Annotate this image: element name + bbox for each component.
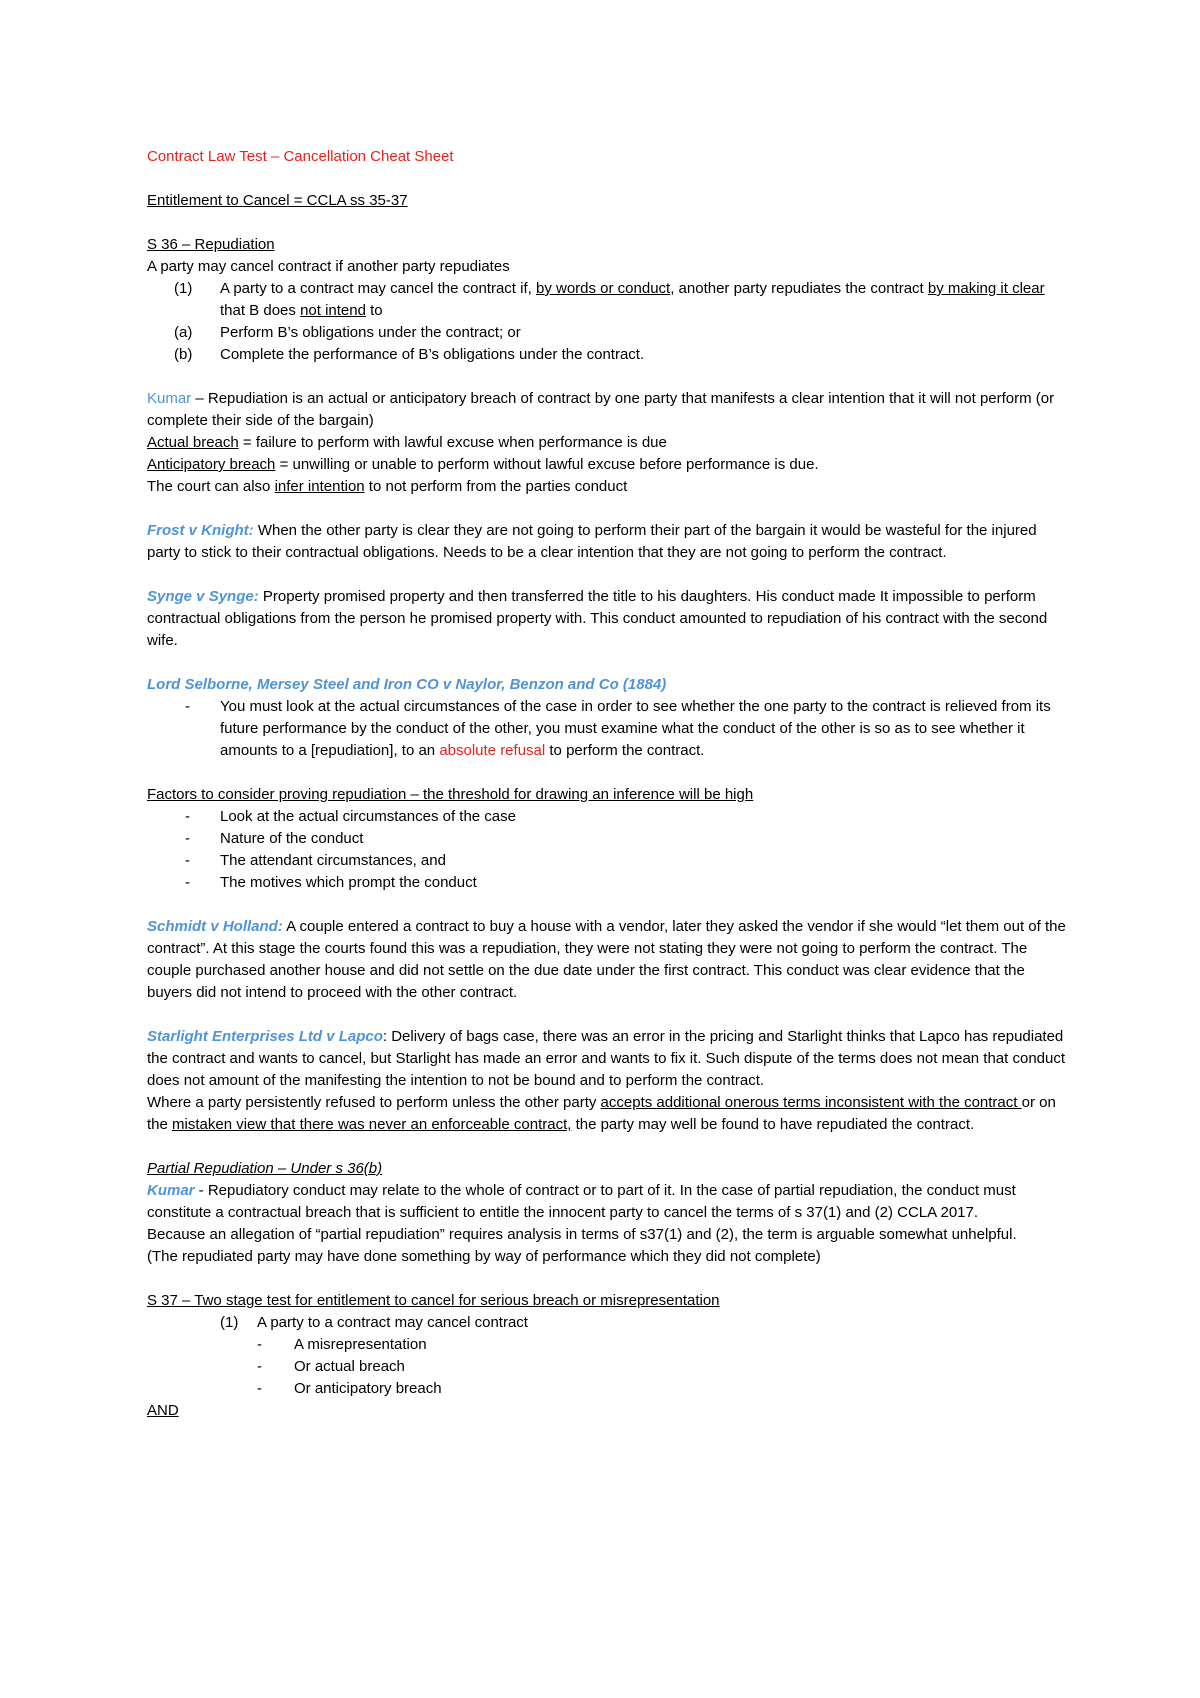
starlight-paragraph: Starlight Enterprises Ltd v Lapco: Delivery of bags case, there was an error in the pricing and Starlight thinks that Lapco has repudiated the contract and wants to cancel, but Starlight has made an error and wants to fix it. Such dispute of the terms does not mean that conduct does not amount of the manifesting the intention to not be bound and to perform the contract. <box>147 1028 1066 1089</box>
factor-item: - Nature of the conduct <box>185 830 364 847</box>
case-name: Kumar <box>147 390 192 407</box>
s37-subitem: - Or actual breach <box>257 1358 405 1375</box>
s36-heading: S 36 – Repudiation <box>147 236 275 253</box>
s36-item-b <box>147 344 1067 366</box>
kumar-paragraph: Kumar – Repudiation is an actual or anticipatory breach of contract by one party that manifests a clear intention that it will not perform (or complete their side of the bargain) <box>147 390 1055 429</box>
case-name: Starlight Enterprises Ltd v Lapco <box>147 1028 383 1045</box>
item-number: (a) <box>174 324 193 341</box>
document-body <box>147 146 1067 1422</box>
anticipatory-breach-definition: Anticipatory breach = unwilling or unable to perform without lawful excuse before performance is due. <box>147 456 819 473</box>
s36-intro: A party may cancel contract if another party repudiates <box>147 258 510 275</box>
s37-item-1 <box>147 1312 1067 1334</box>
schmidt-paragraph: Schmidt v Holland: A couple entered a contract to buy a house with a vendor, later they asked the vendor if she would “let them out of the contract”. At this stage the courts found this was a repudiation, they were not stating they were not going to perform the contract. The couple purchased another house and did not settle on the due date under the first contract. This conduct was clear evidence that the buyers did not intend to proceed with the other contract. <box>147 918 1066 1001</box>
s37-subitem: - A misrepresentation <box>257 1336 427 1353</box>
s37-heading: S 37 – Two stage test for entitlement to cancel for serious breach or misrepresentation <box>147 1292 720 1309</box>
factor-item: - The motives which prompt the conduct <box>185 874 477 891</box>
frost-paragraph: Frost v Knight: When the other party is clear they are not going to perform their part of the bargain it would be wasteful for the injured party to stick to their contractual obligations. Needs to be a clear intention that they are not going to perform the contract. <box>147 522 1037 561</box>
selborne-heading: Lord Selborne, Mersey Steel and Iron CO v Naylor, Benzon and Co (1884) <box>147 676 667 693</box>
item-number: (1) <box>174 280 193 297</box>
item-text: A party to a contract may cancel contract <box>257 1314 528 1331</box>
bullet-dash: - <box>185 698 190 715</box>
item-number: (b) <box>174 346 193 363</box>
and-label: AND <box>147 1402 179 1419</box>
case-name: Schmidt v Holland: <box>147 918 283 935</box>
actual-breach-definition: Actual breach = failure to perform with lawful excuse when performance is due <box>147 434 667 451</box>
s37-subitem: - Or anticipatory breach <box>257 1380 442 1397</box>
item-text: You must look at the actual circumstances of the case in order to see whether the one party to the contract is relieved from its future performance by the conduct of the other, you must examine what the conduct of the other is so as to see whether it amounts to a [repudiation], to an absolute refusal to perform the contract. <box>220 698 1051 759</box>
s36-item-a <box>147 322 1067 344</box>
factors-heading: Factors to consider proving repudiation – the threshold for drawing an inference will be high <box>147 786 754 803</box>
case-name: Kumar <box>147 1182 195 1199</box>
entitlement-heading: Entitlement to Cancel = CCLA ss 35-37 <box>147 192 408 209</box>
item-text: A party to a contract may cancel the contract if, by words or conduct, another party repudiates the contract by making it clear that B does not intend to <box>220 280 1045 319</box>
item-number: (1) <box>220 1314 239 1331</box>
partial-paragraph-2: Because an allegation of “partial repudiation” requires analysis in terms of s37(1) and (2), the term is arguable somewhat unhelpful. <box>147 1226 1017 1243</box>
s36-item-1 <box>147 278 1067 322</box>
item-text: Complete the performance of B’s obligations under the contract. <box>220 346 645 363</box>
case-name: Frost v Knight: <box>147 522 254 539</box>
page-title: Contract Law Test – Cancellation Cheat Sheet <box>147 148 454 165</box>
synge-paragraph: Synge v Synge: Property promised property and then transferred the title to his daughters. His conduct made It impossible to perform contractual obligations from the person he promised property with. This conduct amounted to repudiation of his contract with the second wife. <box>147 588 1048 649</box>
factor-item: - The attendant circumstances, and <box>185 852 446 869</box>
item-text: Perform B’s obligations under the contract; or <box>220 324 521 341</box>
partial-heading: Partial Repudiation – Under s 36(b) <box>147 1160 383 1177</box>
factor-item: - Look at the actual circumstances of the case <box>185 808 516 825</box>
case-name: Synge v Synge: <box>147 588 259 605</box>
partial-kumar-paragraph: Kumar - Repudiatory conduct may relate to the whole of contract or to part of it. In the case of partial repudiation, the conduct must constitute a contractual breach that is sufficient to entitle the innocent party to cancel the terms of s 37(1) and (2) CCLA 2017. <box>147 1182 1016 1221</box>
partial-paragraph-3: (The repudiated party may have done something by way of performance which they did not complete) <box>147 1248 821 1265</box>
infer-intention-line: The court can also infer intention to not perform from the parties conduct <box>147 478 628 495</box>
starlight-paragraph-2: Where a party persistently refused to perform unless the other party accepts additional onerous terms inconsistent with the contract or on the mistaken view that there was never an enforceable contract, the party may well be found to have repudiated the contract. <box>147 1094 1056 1133</box>
selborne-item <box>147 696 1067 762</box>
